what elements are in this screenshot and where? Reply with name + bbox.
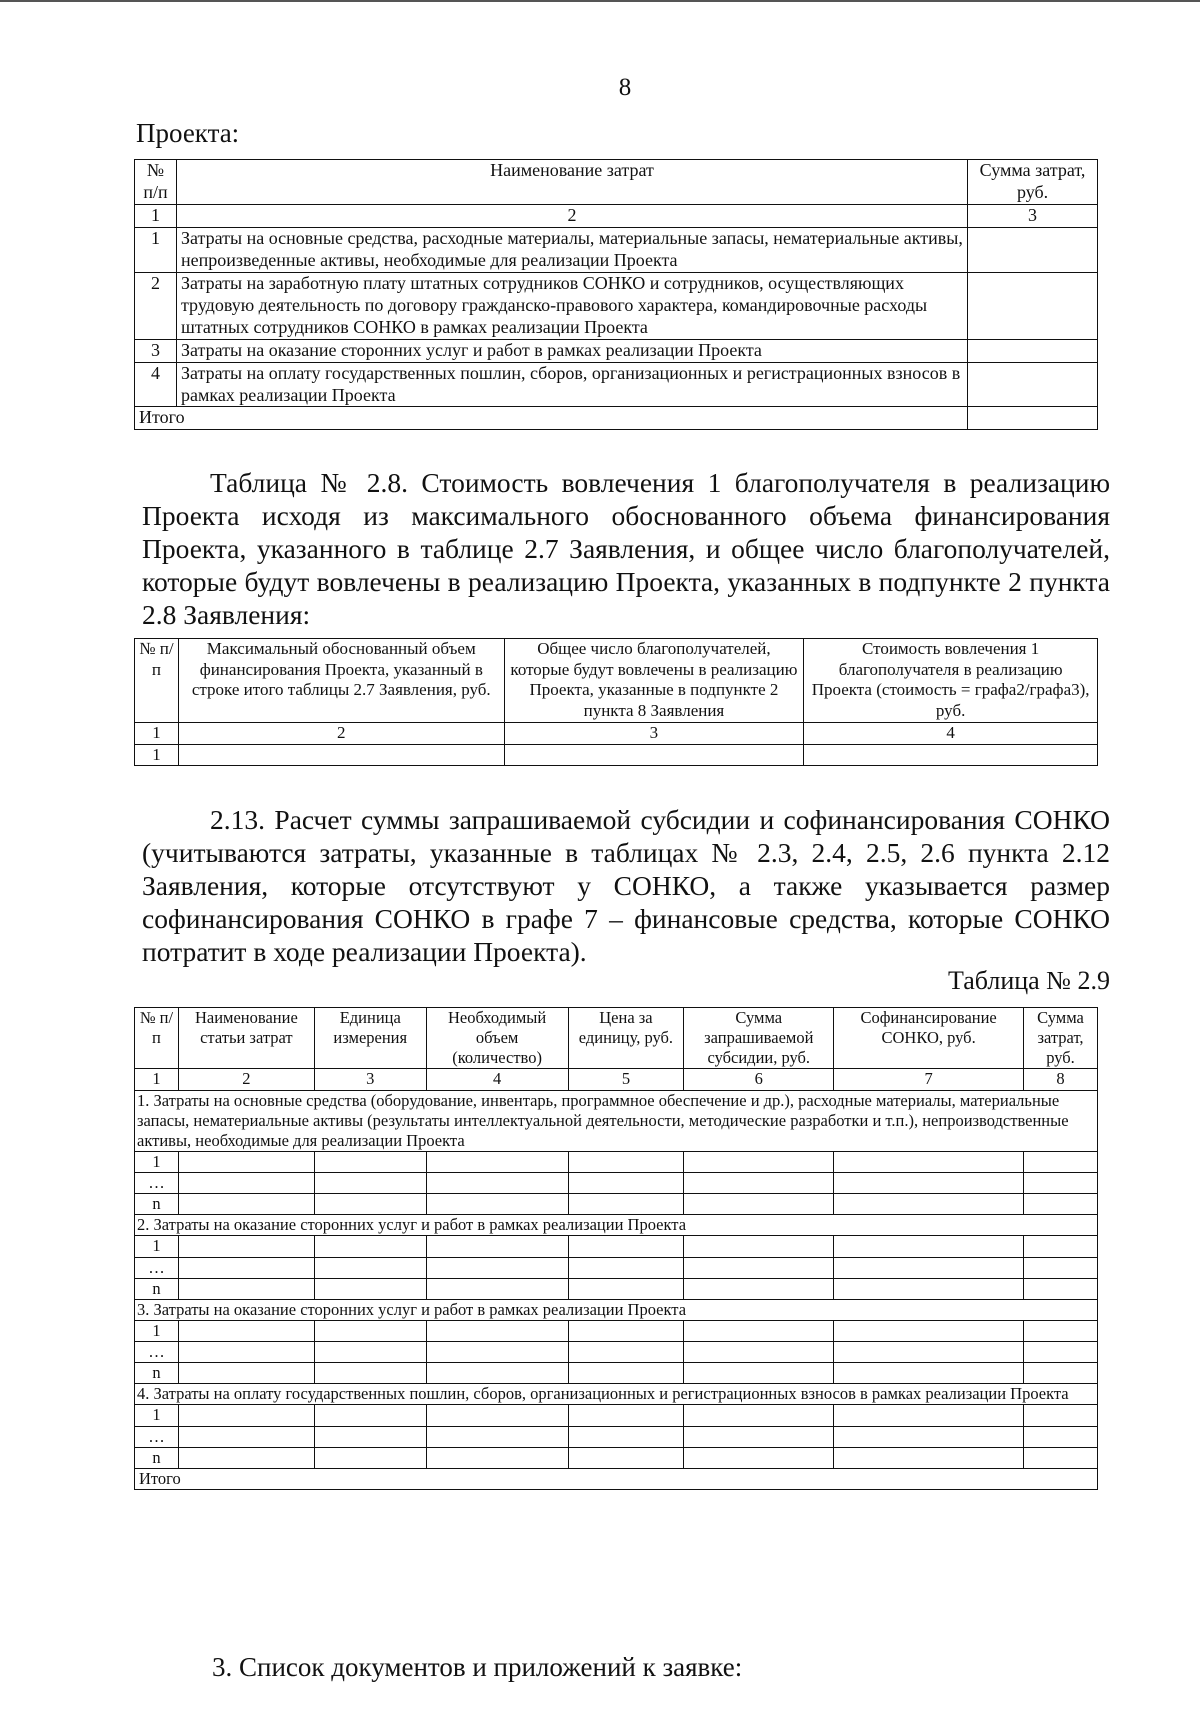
empty-cell: [178, 1278, 314, 1299]
empty-cell: [684, 1151, 834, 1172]
header-cell: Максимальный обоснованный объем финансирования Проекта, указанный в строке итого таблицы 2.7 Заявления, руб.: [178, 639, 504, 723]
documents-list-heading: 3. Список документов и приложений к заявке:: [212, 1652, 743, 1682]
empty-cell: [314, 1236, 426, 1257]
empty-cell: [1024, 1278, 1098, 1299]
empty-cell: [178, 1447, 314, 1468]
empty-cell: [1024, 1194, 1098, 1215]
empty-cell: [1024, 1405, 1098, 1426]
empty-cell: [314, 1363, 426, 1384]
empty-cell: [426, 1194, 568, 1215]
header-cell: Общее число благополучателей, которые будут вовлечены в реализацию Проекта, указанные в подпункте 2 пункта 8 Заявления: [504, 639, 804, 723]
empty-cell: [568, 1194, 684, 1215]
row-number: n: [135, 1363, 179, 1384]
empty-cell: [1024, 1173, 1098, 1194]
section-title: 2. Затраты на оказание сторонних услуг и работ в рамках реализации Проекта: [135, 1215, 1098, 1236]
empty-cell: [178, 1257, 314, 1278]
empty-cell: [426, 1278, 568, 1299]
section-title-row: [135, 1090, 1098, 1151]
table-row: [135, 339, 1098, 362]
numbering-cell: 1: [135, 204, 177, 227]
empty-cell: [568, 1278, 684, 1299]
empty-cell: [178, 1194, 314, 1215]
numbering-cell: 2: [178, 722, 504, 744]
table-row: [135, 1342, 1098, 1363]
empty-cell: [684, 1342, 834, 1363]
empty-cell: [568, 1363, 684, 1384]
table-numbering-row: [135, 204, 1098, 227]
empty-cell: [834, 1320, 1024, 1341]
table-numbering-row: [135, 1069, 1098, 1090]
total-label: Итого: [135, 1468, 1098, 1489]
empty-cell: [314, 1447, 426, 1468]
row-number: 1: [135, 1151, 179, 1172]
row-number: 1: [135, 1320, 179, 1341]
empty-cell: [426, 1447, 568, 1468]
row-number: 1: [135, 1405, 179, 1426]
empty-cell: [314, 1426, 426, 1447]
page-top-border: [0, 0, 1200, 2]
total-amount: [968, 407, 1098, 430]
empty-cell: [426, 1320, 568, 1341]
empty-cell: [568, 1426, 684, 1447]
header-cell: № п/п: [135, 639, 179, 723]
row-amount: [968, 339, 1098, 362]
empty-cell: [426, 1151, 568, 1172]
table-row: [135, 1426, 1098, 1447]
row-number: 4: [135, 362, 177, 407]
empty-cell: [568, 1173, 684, 1194]
row-number: …: [135, 1257, 179, 1278]
empty-cell: [178, 1236, 314, 1257]
empty-cell: [314, 1194, 426, 1215]
table-header-row: [135, 639, 1098, 723]
total-row: [135, 407, 1098, 430]
numbering-cell: 4: [804, 722, 1098, 744]
table-row: [135, 227, 1098, 272]
table-row: [135, 272, 1098, 339]
costs-table: [134, 159, 1098, 430]
section-title: 3. Затраты на оказание сторонних услуг и работ в рамках реализации Проекта: [135, 1299, 1098, 1320]
empty-cell: [426, 1426, 568, 1447]
empty-cell: [834, 1426, 1024, 1447]
header-cell: Наименование статьи затрат: [178, 1008, 314, 1069]
empty-cell: [568, 1342, 684, 1363]
numbering-cell: 3: [968, 204, 1098, 227]
empty-cell: [1024, 1426, 1098, 1447]
row-name: Затраты на оплату государственных пошлин, сборов, организационных и регистрационных взносов в рамках реализации Проекта: [176, 362, 967, 407]
empty-cell: [684, 1447, 834, 1468]
empty-cell: [684, 1320, 834, 1341]
table-header-row: [135, 1008, 1098, 1069]
empty-cell: [684, 1173, 834, 1194]
empty-cell: [314, 1405, 426, 1426]
empty-cell: [426, 1342, 568, 1363]
total-row: [135, 1468, 1098, 1489]
header-cell: № п/п: [135, 160, 177, 205]
empty-cell: [834, 1257, 1024, 1278]
table-row: [135, 362, 1098, 407]
empty-cell: [568, 1447, 684, 1468]
empty-cell: [314, 1151, 426, 1172]
header-cell: Сумма затрат, руб.: [968, 160, 1098, 205]
numbering-cell: 8: [1024, 1069, 1098, 1090]
table-row: [135, 1257, 1098, 1278]
section-title-row: [135, 1384, 1098, 1405]
empty-cell: [684, 1236, 834, 1257]
row-number: …: [135, 1173, 179, 1194]
row-number: 1: [135, 227, 177, 272]
empty-cell: [568, 1236, 684, 1257]
section-title: 1. Затраты на основные средства (оборудование, инвентарь, программное обеспечение и др.), расходные материалы, материальные запасы, нематериальные активы (результаты интеллектуальной деятельности, методические разработки и т.п.), непроизводственные активы, необходимые для реализации Проекта: [135, 1090, 1098, 1151]
empty-cell: [178, 1320, 314, 1341]
empty-cell: [178, 1363, 314, 1384]
empty-cell: [684, 1257, 834, 1278]
numbering-cell: 2: [178, 1069, 314, 1090]
empty-cell: [684, 1426, 834, 1447]
empty-cell: [684, 1405, 834, 1426]
empty-cell: [314, 1320, 426, 1341]
table-2-8-paragraph: Таблица № 2.8. Стоимость вовлечения 1 благополучателя в реализацию Проекта исходя из максимального обоснованного объема финансирования Проекта, указанного в таблице 2.7 Заявления, и общее число благополучателей, которые будут вовлечены в реализацию Проекта, указанных в подпункте 2 пункта 2.8 Заявления:: [142, 467, 1110, 630]
table-row: [135, 1278, 1098, 1299]
empty-cell: [426, 1257, 568, 1278]
lead-text: Проекта:: [136, 118, 240, 148]
row-number: 1: [135, 744, 179, 766]
empty-cell: [314, 1278, 426, 1299]
row-number: …: [135, 1342, 179, 1363]
empty-cell: [834, 1405, 1024, 1426]
empty-cell: [1024, 1320, 1098, 1341]
row-number: n: [135, 1194, 179, 1215]
header-cell: Стоимость вовлечения 1 благополучателя в реализацию Проекта (стоимость = графа2/графа3), руб.: [804, 639, 1098, 723]
empty-cell: [426, 1173, 568, 1194]
header-cell: Наименование затрат: [176, 160, 967, 205]
table-header-row: [135, 160, 1098, 205]
row-name: Затраты на заработную плату штатных сотрудников СОНКО и сотрудников, осуществляющих трудовую деятельность по договору гражданско-правового характера, командировочные расходы штатных сотрудников СОНКО в рамках реализации Проекта: [176, 272, 967, 339]
empty-cell: [426, 1236, 568, 1257]
empty-cell: [568, 1320, 684, 1341]
section-title-row: [135, 1215, 1098, 1236]
empty-cell: [178, 1151, 314, 1172]
empty-cell: [178, 1173, 314, 1194]
empty-cell: [1024, 1257, 1098, 1278]
empty-cell: [314, 1342, 426, 1363]
empty-cell: [684, 1278, 834, 1299]
row-amount: [968, 227, 1098, 272]
header-cell: Сумма затрат, руб.: [1024, 1008, 1098, 1069]
empty-cell: [1024, 1447, 1098, 1468]
table-row: [135, 1236, 1098, 1257]
header-cell: Софинансирование СОНКО, руб.: [834, 1008, 1024, 1069]
table-row: [135, 1194, 1098, 1215]
numbering-cell: 4: [426, 1069, 568, 1090]
header-cell: № п/п: [135, 1008, 179, 1069]
empty-cell: [1024, 1342, 1098, 1363]
empty-cell: [178, 1405, 314, 1426]
empty-cell: [834, 1278, 1024, 1299]
empty-cell: [834, 1363, 1024, 1384]
empty-cell: [684, 1363, 834, 1384]
empty-cell: [314, 1257, 426, 1278]
empty-cell: [834, 1447, 1024, 1468]
numbering-cell: 3: [504, 722, 804, 744]
table-row: [135, 1151, 1098, 1172]
table-row: [135, 1447, 1098, 1468]
numbering-cell: 5: [568, 1069, 684, 1090]
page-number: 8: [618, 74, 632, 101]
section-title-row: [135, 1299, 1098, 1320]
section-2-13-paragraph: 2.13. Расчет суммы запрашиваемой субсидии и софинансирования СОНКО (учитываются затраты, указанные в таблицах № 2.3, 2.4, 2.5, 2.6 пункта 2.12 Заявления, которые отсутствуют у СОНКО, а также указывается размер софинансирования СОНКО в графе 7 – финансовые средства, которые СОНКО потратит в ходе реализации Проекта).: [142, 804, 1110, 967]
empty-cell: [834, 1151, 1024, 1172]
empty-cell: [426, 1363, 568, 1384]
empty-cell: [504, 744, 804, 766]
table-row: [135, 1405, 1098, 1426]
section-title: 4. Затраты на оплату государственных пошлин, сборов, организационных и регистрационных взносов в рамках реализации Проекта: [135, 1384, 1098, 1405]
empty-cell: [426, 1405, 568, 1426]
table-row: [135, 1173, 1098, 1194]
row-amount: [968, 272, 1098, 339]
empty-cell: [568, 1151, 684, 1172]
row-name: Затраты на основные средства, расходные материалы, материальные запасы, нематериальные активы, непроизведенные активы, необходимые для реализации Проекта: [176, 227, 967, 272]
row-number: n: [135, 1278, 179, 1299]
numbering-cell: 6: [684, 1069, 834, 1090]
empty-cell: [314, 1173, 426, 1194]
empty-cell: [804, 744, 1098, 766]
header-cell: Сумма запрашиваемой субсидии, руб.: [684, 1008, 834, 1069]
numbering-cell: 1: [135, 1069, 179, 1090]
row-number: …: [135, 1426, 179, 1447]
beneficiary-cost-table: [134, 638, 1098, 766]
row-number: 1: [135, 1236, 179, 1257]
empty-cell: [1024, 1236, 1098, 1257]
table-row: [135, 1363, 1098, 1384]
row-number: 2: [135, 272, 177, 339]
header-cell: Цена за единицу, руб.: [568, 1008, 684, 1069]
empty-cell: [1024, 1151, 1098, 1172]
numbering-cell: 7: [834, 1069, 1024, 1090]
row-number: 3: [135, 339, 177, 362]
table-numbering-row: [135, 722, 1098, 744]
empty-cell: [568, 1257, 684, 1278]
empty-cell: [834, 1236, 1024, 1257]
table-row: [135, 1320, 1098, 1341]
empty-cell: [834, 1173, 1024, 1194]
empty-cell: [178, 744, 504, 766]
empty-cell: [178, 1426, 314, 1447]
total-label: Итого: [135, 407, 968, 430]
empty-cell: [834, 1194, 1024, 1215]
empty-cell: [684, 1194, 834, 1215]
subsidy-calculation-table: [134, 1007, 1098, 1490]
empty-cell: [178, 1342, 314, 1363]
header-cell: Необходимый объем (количество): [426, 1008, 568, 1069]
row-number: n: [135, 1447, 179, 1468]
row-amount: [968, 362, 1098, 407]
numbering-cell: 3: [314, 1069, 426, 1090]
numbering-cell: 2: [176, 204, 967, 227]
empty-cell: [834, 1342, 1024, 1363]
numbering-cell: 1: [135, 722, 179, 744]
header-cell: Единица измерения: [314, 1008, 426, 1069]
table-2-9-caption: Таблица № 2.9: [947, 966, 1110, 995]
table-row: [135, 744, 1098, 766]
row-name: Затраты на оказание сторонних услуг и работ в рамках реализации Проекта: [176, 339, 967, 362]
empty-cell: [1024, 1363, 1098, 1384]
empty-cell: [568, 1405, 684, 1426]
